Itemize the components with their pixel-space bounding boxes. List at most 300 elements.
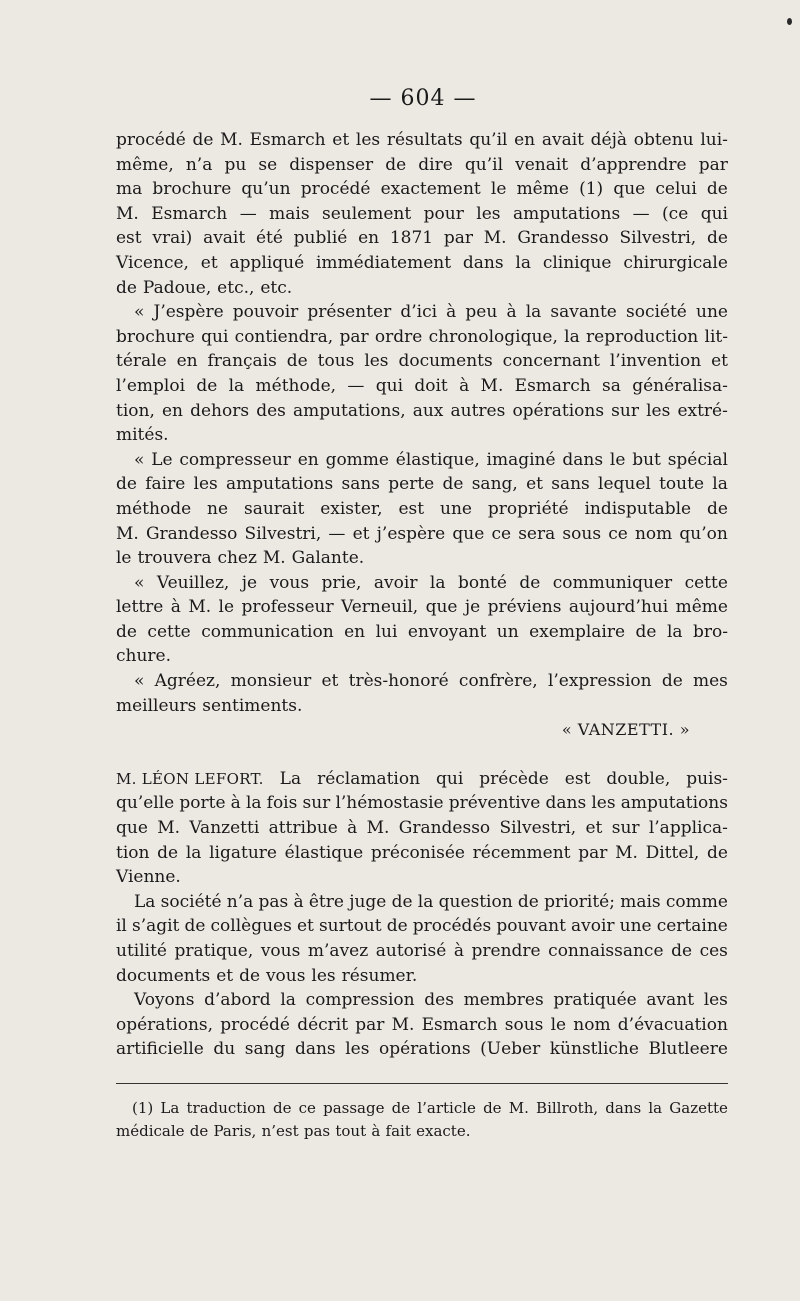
word: M. [483, 228, 507, 249]
word: vous [269, 572, 310, 593]
word: pratiquée [553, 990, 637, 1011]
word: de [273, 1099, 292, 1117]
word: — [347, 375, 365, 396]
word: que [116, 818, 148, 839]
word: exacte. [416, 1122, 471, 1140]
word: exister, [320, 498, 383, 519]
word: les [345, 1039, 370, 1060]
word: même [675, 597, 728, 618]
word: qui [375, 375, 404, 396]
word: Esmarch [249, 130, 326, 150]
word: — [632, 203, 650, 224]
text-line [116, 522, 728, 547]
word: Esmarch [514, 375, 591, 396]
word: de [391, 1099, 411, 1117]
word: la [515, 252, 531, 273]
word: société [160, 891, 222, 912]
word: de [386, 916, 408, 937]
word: tion [116, 842, 150, 863]
text-line [116, 669, 728, 694]
word: en [161, 400, 183, 421]
word: Grandesso [398, 818, 491, 839]
text-line [116, 1120, 728, 1143]
word: nom [573, 1014, 611, 1035]
word: künstliche [549, 1039, 639, 1060]
text-line [116, 448, 728, 473]
word: Galante. [291, 548, 365, 569]
word: imaginé [486, 449, 556, 470]
word: clinique [542, 252, 612, 273]
word: et [352, 523, 370, 544]
word: « [134, 449, 145, 470]
word: sans [341, 474, 381, 495]
word: seulement [321, 203, 412, 224]
word: lettre [116, 597, 164, 618]
footnote-lines [116, 1097, 728, 1143]
word: savante [550, 302, 617, 323]
text-line [116, 374, 728, 399]
word: pouvant [496, 916, 566, 937]
word: les [476, 203, 501, 224]
word: procédé [116, 130, 186, 150]
word: prendre [471, 941, 541, 961]
word: en [176, 351, 198, 372]
word: amputations [226, 474, 334, 495]
word: les [193, 474, 218, 495]
word: je [464, 597, 481, 618]
word: qu’un [241, 179, 291, 200]
text-line [116, 276, 728, 301]
text-line [116, 226, 728, 251]
word: Esmarch [151, 203, 228, 224]
word: Silvestri, [619, 228, 697, 249]
word: de [239, 965, 261, 986]
word: immédiatement [316, 252, 452, 273]
word: (1) [132, 1099, 154, 1117]
word: le [550, 1014, 567, 1035]
word: compresseur [179, 449, 291, 470]
word: sur [611, 400, 639, 421]
word: et [585, 818, 603, 839]
word: Silvestri, [499, 818, 577, 839]
word: mais [620, 891, 661, 912]
word: artificielle [116, 1039, 204, 1060]
word: les [646, 400, 671, 421]
word: reproduction [586, 326, 699, 347]
word: Agréez, [154, 671, 221, 692]
word: mais [269, 203, 310, 224]
word: question [438, 891, 513, 912]
text-line [116, 546, 728, 571]
word: les [364, 351, 389, 372]
word: même, [116, 154, 174, 175]
word: surtout [318, 916, 382, 937]
word: est [564, 768, 591, 789]
word: que [452, 523, 485, 544]
word: la [228, 375, 245, 396]
footnote [116, 1097, 728, 1143]
word: bonté [457, 572, 507, 593]
word: puis- [686, 768, 728, 789]
word: cette [147, 621, 191, 642]
word: amputations [620, 793, 728, 814]
text-line [116, 349, 728, 374]
word: de [671, 941, 693, 961]
word: (Ueber [480, 1039, 541, 1060]
word: récemment [472, 842, 571, 863]
word: (1) [579, 179, 604, 200]
word: communiquer [552, 572, 673, 593]
word: d’ici [400, 302, 438, 323]
word: une [696, 302, 728, 323]
word: la [564, 326, 580, 347]
word: en [514, 130, 536, 150]
word: trouvera [137, 548, 212, 569]
word: concernant [502, 351, 600, 372]
word: préventive [448, 793, 541, 814]
text-line [116, 325, 728, 350]
word: pu [224, 154, 247, 175]
word: indisputable [584, 498, 692, 519]
word: de [706, 842, 728, 863]
word: Billroth, [536, 1099, 599, 1117]
word: sans [551, 474, 590, 495]
word: double, [606, 768, 671, 789]
word: avait [541, 130, 584, 150]
word: société [626, 302, 687, 323]
word: qu’on [679, 523, 728, 544]
word: les [311, 965, 336, 986]
word: lui [375, 621, 398, 642]
word: Verneuil, [341, 597, 419, 618]
word: aux [412, 400, 444, 421]
word: de [483, 1099, 502, 1117]
footnote-rule [116, 1083, 728, 1084]
word: La [160, 1099, 180, 1117]
word: Veuillez, [156, 572, 230, 593]
word: été [255, 228, 283, 249]
word: même [516, 179, 569, 200]
word: que [425, 597, 458, 618]
word: sera [518, 523, 556, 544]
word: à [459, 375, 470, 396]
word: de [706, 179, 728, 200]
word: à [506, 302, 517, 323]
word: le [490, 179, 507, 200]
word: en [358, 228, 380, 249]
word: sang, [471, 474, 518, 495]
word: traduction [186, 1099, 266, 1117]
word: certaine [656, 916, 728, 937]
word: procédés [412, 916, 492, 937]
word: à [170, 597, 181, 618]
text-line [116, 595, 728, 620]
word: des [424, 990, 454, 1011]
word: priorité; [544, 891, 615, 912]
text-line [116, 1097, 728, 1120]
word: M. [262, 548, 286, 569]
word: pratique, [174, 941, 254, 961]
word: les [703, 990, 728, 1011]
word: dans [462, 252, 504, 273]
word: 1871 [389, 228, 434, 249]
text-line [116, 1037, 728, 1062]
word: et [321, 671, 339, 692]
ink-speck [787, 18, 792, 25]
word: Le [151, 449, 173, 470]
word: Vicence, [116, 252, 189, 273]
word: Grandesso [145, 523, 238, 544]
word: bro- [692, 621, 728, 642]
word: pouvoir [232, 302, 299, 323]
word: m’avez [307, 941, 369, 961]
word: « [134, 302, 145, 323]
word: de [706, 228, 728, 249]
word: pas [303, 1122, 331, 1140]
word: qu’elle [116, 793, 175, 814]
text-line [116, 251, 728, 276]
word: d’apprendre [580, 154, 687, 175]
word: M. [116, 523, 139, 544]
text-line [116, 865, 728, 890]
word: compression [305, 990, 415, 1011]
text-line [116, 571, 728, 596]
word: élastique [284, 842, 364, 863]
text-line [116, 939, 728, 964]
word: ce [491, 523, 512, 544]
word: nom [634, 523, 673, 544]
word: — [239, 203, 257, 224]
word: que [613, 179, 646, 200]
word: généralisa- [632, 375, 728, 396]
word: dispenser [289, 154, 374, 175]
text-line [116, 177, 728, 202]
text-line [116, 791, 728, 816]
word: M. [391, 1014, 415, 1035]
text-line [116, 300, 728, 325]
word: La [279, 768, 302, 789]
word: « [134, 671, 145, 692]
text-line [116, 767, 728, 792]
word: n’a [185, 154, 213, 175]
word: membres [463, 990, 544, 1011]
word: tout [335, 1122, 367, 1140]
word: professeur [241, 597, 334, 618]
word: faire [145, 474, 186, 495]
word: présenter [307, 302, 392, 323]
word: de [385, 154, 407, 175]
word: de [116, 474, 137, 495]
word: chirurgicale [623, 252, 728, 273]
word: gomme [325, 449, 389, 470]
word: le [218, 597, 235, 618]
word: je [241, 572, 258, 593]
word: mes [693, 671, 728, 692]
word: qu’il [464, 154, 503, 175]
text-line [116, 964, 728, 989]
word: la [648, 1099, 663, 1117]
word: Grandesso [517, 228, 609, 249]
word: pour [423, 203, 464, 224]
word: et [332, 130, 350, 150]
word: sous [562, 523, 602, 544]
word: l’hémostasie [335, 793, 444, 814]
word: pas [258, 891, 289, 912]
text-line [116, 841, 728, 866]
word: porte [179, 793, 226, 814]
text-line [116, 1013, 728, 1038]
word: M. [157, 818, 181, 839]
word: opérations [512, 400, 605, 421]
word: contiendra, [234, 326, 334, 347]
word: les [591, 793, 616, 814]
word: doit [414, 375, 448, 396]
word: lequel [598, 474, 651, 495]
word: dans [294, 1039, 336, 1060]
word: extré- [677, 400, 728, 421]
word: M. [220, 130, 243, 150]
word: lit- [704, 326, 728, 347]
word: à [453, 941, 464, 961]
word: La [134, 891, 156, 912]
signature: « VANZETTI. » [561, 720, 690, 740]
word: et [526, 474, 543, 495]
word: amputations, [292, 400, 406, 421]
word: M. [116, 203, 139, 224]
word: avait [203, 228, 246, 249]
reply-paragraphs [116, 767, 728, 1062]
word: dans [545, 793, 587, 814]
page-number: — 604 — [369, 86, 477, 111]
word: chez [217, 548, 257, 569]
word: dehors [190, 400, 250, 421]
text-line [116, 644, 728, 669]
word: Esmarch [421, 1014, 498, 1035]
word: brochure [152, 179, 232, 200]
word: tous [317, 351, 355, 372]
word: chure. [116, 646, 172, 667]
word: procédé [220, 1014, 290, 1035]
word: de [184, 916, 206, 937]
word: dans [605, 1099, 642, 1117]
word: dans [562, 449, 604, 470]
body-text [116, 128, 728, 1062]
word: M. [508, 1099, 529, 1117]
word: de [196, 375, 218, 396]
text-line [116, 472, 728, 497]
section-gap [116, 743, 728, 767]
word: amputations [512, 203, 621, 224]
word: de [519, 572, 541, 593]
word: qui [201, 326, 229, 347]
word: juge [349, 891, 387, 912]
word: celui [655, 179, 697, 200]
word: sa [602, 375, 621, 396]
word: à [446, 302, 457, 323]
word: spécial [667, 449, 728, 470]
word: Silvestri, [244, 523, 322, 544]
word: vous [265, 965, 306, 986]
word: la [280, 990, 296, 1011]
word: à [293, 891, 304, 912]
speaker-name: M. LÉON LEFORT. [116, 769, 264, 788]
word: français [207, 351, 277, 372]
word: une [619, 916, 652, 937]
word: lui- [700, 130, 728, 150]
word: Gazette [669, 1099, 728, 1117]
word: Voyons [134, 990, 195, 1011]
word: vous [260, 941, 301, 961]
text-line [116, 620, 728, 645]
word: en [344, 621, 366, 642]
word: résumer. [341, 965, 418, 986]
word: mités. [116, 425, 169, 446]
word: vrai) [152, 228, 193, 249]
word: ces [699, 941, 728, 961]
text-line [116, 890, 728, 915]
word: appliqué [229, 252, 305, 273]
word: sentiments. [202, 695, 303, 716]
word: obtenu [633, 130, 694, 150]
text-line [116, 914, 728, 939]
word: élastique, [395, 449, 480, 470]
word: de [116, 277, 137, 298]
word: chronologique, [428, 326, 558, 347]
word: un [496, 621, 519, 642]
word: du [213, 1039, 236, 1060]
word: Padoue, [142, 277, 212, 298]
word: préviens [487, 597, 562, 618]
word: et [711, 351, 728, 372]
word: précède [479, 768, 549, 789]
text-line [116, 153, 728, 178]
text-line [116, 423, 728, 448]
word: le [609, 449, 626, 470]
word: propriété [487, 498, 569, 519]
word: médicale [116, 1122, 185, 1140]
word: la [712, 474, 728, 495]
word: J’espère [153, 302, 224, 323]
word: autorisé [375, 941, 447, 961]
word: confrère, [458, 671, 538, 692]
letter-paragraphs [116, 128, 728, 718]
word: et [296, 916, 314, 937]
word: procédé [300, 179, 371, 200]
word: de [635, 621, 657, 642]
word: attribue [268, 818, 338, 839]
word: ordre [374, 326, 423, 347]
word: résultats [386, 130, 463, 150]
word: « [134, 572, 145, 593]
word: toute [659, 474, 705, 495]
word: opérations, [116, 1014, 214, 1035]
word: etc., [217, 277, 255, 298]
word: une [440, 498, 472, 519]
word: il [116, 916, 127, 937]
word: décrit [297, 1014, 349, 1035]
word: autres [450, 400, 506, 421]
word: passage [323, 1099, 385, 1117]
word: qu’il [469, 130, 508, 150]
word: monsieur [230, 671, 312, 692]
word: brochure [116, 326, 195, 347]
word: Blutleere [648, 1039, 728, 1060]
word: ne [207, 498, 229, 519]
word: sur [302, 793, 331, 814]
word: la [417, 891, 434, 912]
word: de [286, 351, 308, 372]
word: prie, [321, 572, 362, 593]
